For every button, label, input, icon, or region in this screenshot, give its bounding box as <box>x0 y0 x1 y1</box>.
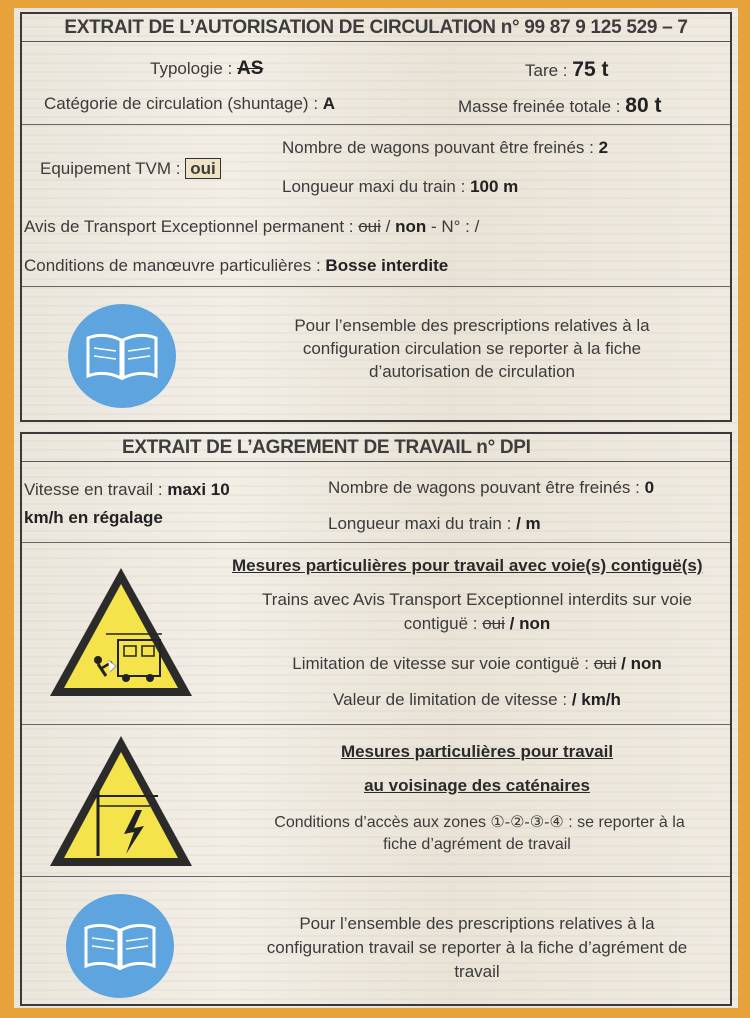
circulation-note: Pour l’ensemble des prescriptions relatives à la configuration circulation se reporter à la fiche d’autorisation de circulation <box>294 316 650 381</box>
typologie: Typologie : AS <box>150 58 264 79</box>
equipement-tvm: Equipement TVM : oui <box>40 159 221 179</box>
masse-freinee: Masse freinée totale : 80 t <box>458 94 662 117</box>
avis-transport: Avis de Transport Exceptionnel permanent : oui / non - N° : / <box>24 217 480 236</box>
acces-zones-line2: fiche d’agrément de travail <box>383 836 571 853</box>
travail-wagons-freines: Nombre de wagons pouvant être freinés : 0 <box>328 478 655 497</box>
mesures-catenaires-title1: Mesures particulières pour travail <box>340 742 614 761</box>
travail-section <box>20 432 732 1006</box>
trains-avis-line1: Trains avec Avis Transport Exceptionnel interdits sur voie <box>262 590 692 609</box>
trains-avis-line2: contiguë : oui / non <box>403 614 551 633</box>
book-icon <box>64 892 176 1005</box>
vitesse-travail-suite: km/h en régalage <box>24 508 163 527</box>
vitesse-travail: Vitesse en travail : maxi 10 <box>24 480 230 499</box>
mesures-voie-contigue-title: Mesures particulières pour travail avec voie(s) contiguë(s) <box>232 556 703 575</box>
wagons-freines: Nombre de wagons pouvant être freinés : 2 <box>282 138 609 157</box>
travail-note: Pour l’ensemble des prescriptions relatives à la configuration travail se reporter à la fiche d’agrément de travail <box>266 914 688 981</box>
travail-longueur-maxi: Longueur maxi du train : / m <box>328 514 541 533</box>
valeur-limitation: Valeur de limitation de vitesse : / km/h <box>333 690 621 709</box>
conditions-manoeuvre: Conditions de manœuvre particulières : Bosse interdite <box>24 256 449 275</box>
circulation-section <box>20 12 732 422</box>
info-plate <box>14 8 738 1008</box>
electric-hazard-icon <box>46 732 196 877</box>
acces-zones-line1: Conditions d’accès aux zones ①-②-③-④ : se reporter à la <box>274 814 685 831</box>
travail-header: EXTRAIT DE L’AGREMENT DE TRAVAIL n° DPI <box>22 434 730 462</box>
tare: Tare : 75 t <box>525 58 609 81</box>
categorie: Catégorie de circulation (shuntage) : A <box>44 94 336 113</box>
book-icon <box>66 302 178 415</box>
limitation-vitesse: Limitation de vitesse sur voie contiguë : oui / non <box>292 654 662 673</box>
circulation-header: EXTRAIT DE L’AUTORISATION DE CIRCULATION n° 99 87 9 125 529 – 7 <box>22 14 730 42</box>
train-warning-icon <box>46 562 196 707</box>
longueur-maxi: Longueur maxi du train : 100 m <box>282 177 519 196</box>
mesures-catenaires-title2: au voisinage des caténaires <box>364 776 590 795</box>
